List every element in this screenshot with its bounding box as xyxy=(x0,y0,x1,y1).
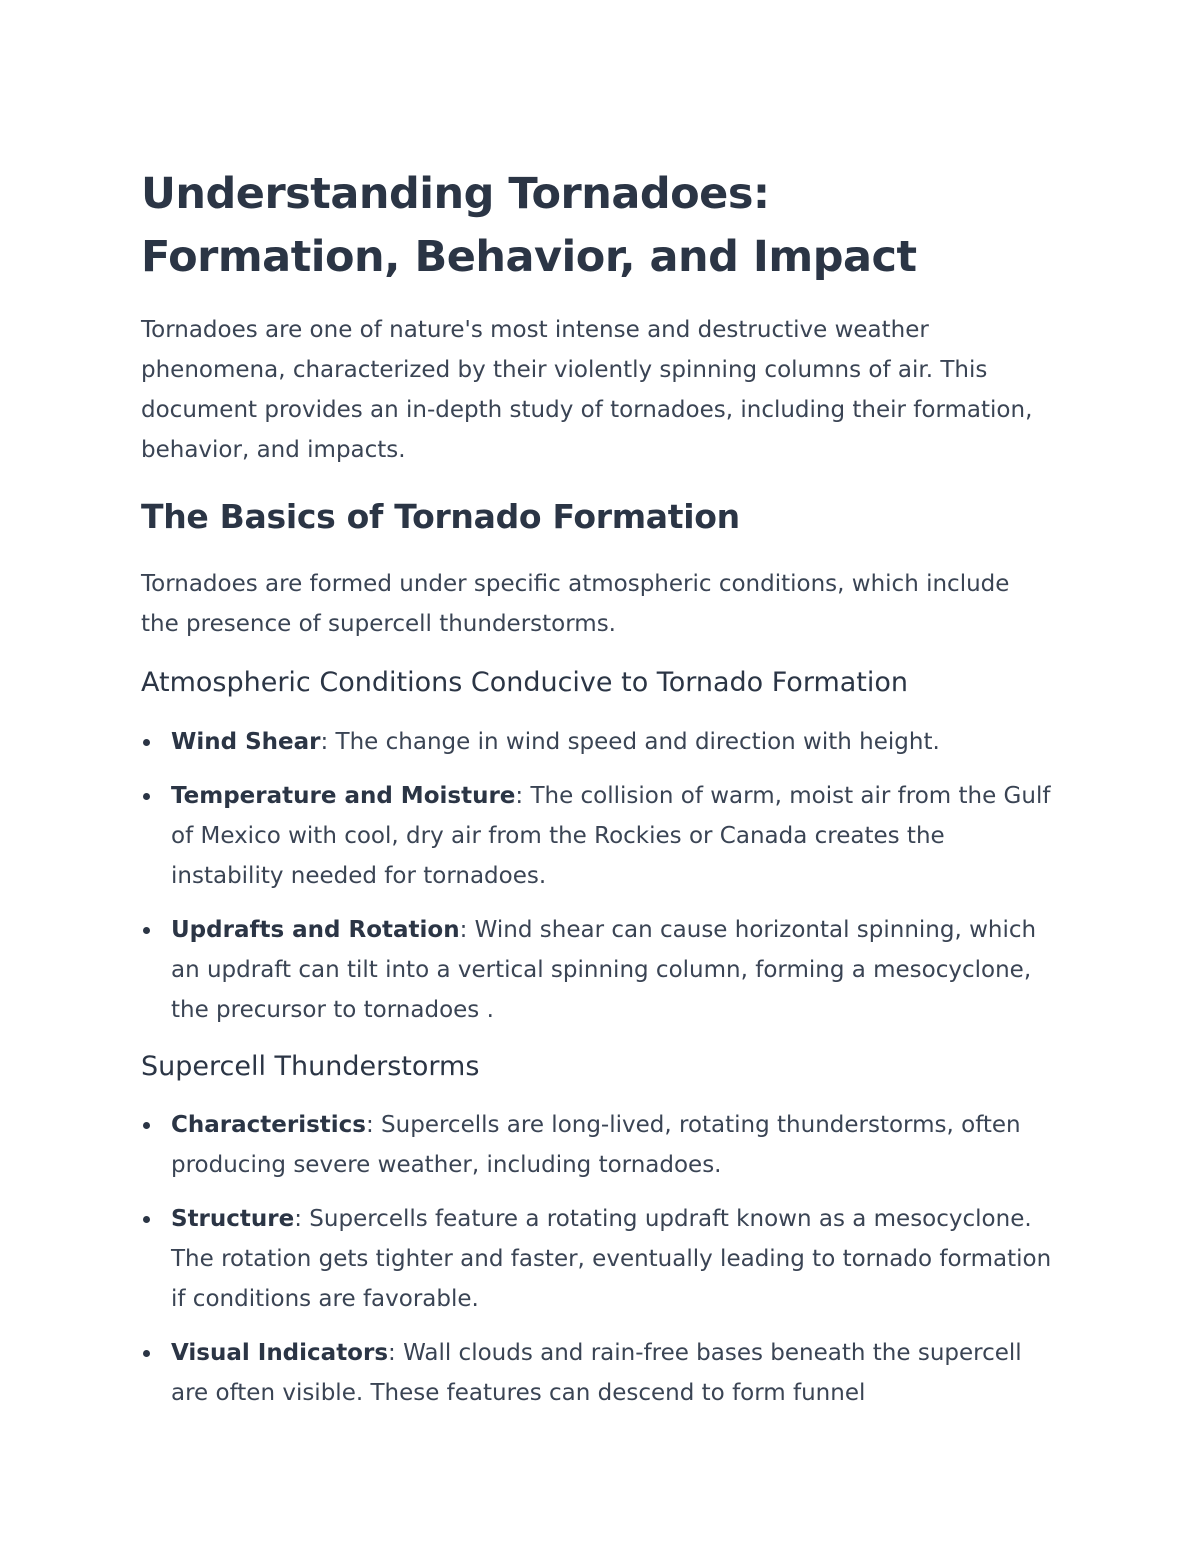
list-item xyxy=(141,722,1061,762)
list-item xyxy=(141,1105,1061,1185)
subsection-heading-atmospheric-conditions: Atmospheric Conditions Conducive to Tornado Formation xyxy=(141,667,909,698)
bullet-icon xyxy=(143,1216,150,1223)
document-title: Understanding Tornadoes: Formation, Behavior, and Impact xyxy=(141,169,917,282)
list-item-text: : Wind shear can cause horizontal spinning, which an updraft can tilt into a vertical spinning column, forming a mesocyclone, the precursor to tornadoes . xyxy=(171,917,1037,1023)
list-item-term: Structure xyxy=(171,1206,295,1232)
list-item-term: Temperature and Moisture xyxy=(171,783,516,809)
list-item xyxy=(141,776,1061,896)
bullet-icon xyxy=(143,1122,150,1129)
section-heading-tornado-formation: The Basics of Tornado Formation xyxy=(141,497,740,536)
bullet-icon xyxy=(143,739,150,746)
supercell-thunderstorms-list xyxy=(141,1105,1061,1427)
list-item-text: : The change in wind speed and direction with height. xyxy=(320,729,940,755)
list-item-text: : The collision of warm, moist air from the Gulf of Mexico with cool, dry air from the Rockies or Canada creates the instability needed for tornadoes. xyxy=(171,783,1051,889)
intro-paragraph: Tornadoes are one of nature's most intense and destructive weather phenomena, characterized by their violently spinning columns of air. This document provides an in-depth study of tornadoes, including their formation, behavior, and impacts. xyxy=(141,317,1033,463)
list-item-text: : Supercells feature a rotating updraft known as a mesocyclone. The rotation gets tighter and faster, eventually leading to tornado formation if conditions are favorable. xyxy=(171,1206,1052,1312)
list-item-term: Updrafts and Rotation xyxy=(171,917,460,943)
list-item-term: Visual Indicators xyxy=(171,1340,389,1366)
section-intro-paragraph: Tornadoes are formed under specific atmospheric conditions, which include the presence of supercell thunderstorms. xyxy=(141,571,1010,637)
list-item xyxy=(141,1333,1061,1413)
subsection-heading-supercell-thunderstorms: Supercell Thunderstorms xyxy=(141,1051,480,1082)
list-item xyxy=(141,910,1061,1030)
list-item xyxy=(141,1199,1061,1319)
list-item-term: Wind Shear xyxy=(171,729,321,755)
bullet-icon xyxy=(143,793,150,800)
list-item-text: : Supercells are long-lived, rotating thunderstorms, often producing severe weather, including tornadoes. xyxy=(171,1112,1021,1178)
atmospheric-conditions-list xyxy=(141,722,1061,1044)
list-item-term: Characteristics xyxy=(171,1112,366,1138)
bullet-icon xyxy=(143,1350,150,1357)
list-item-text: : Wall clouds and rain-free bases beneath the supercell are often visible. These features can descend to form funnel xyxy=(171,1340,1022,1406)
bullet-icon xyxy=(143,927,150,934)
